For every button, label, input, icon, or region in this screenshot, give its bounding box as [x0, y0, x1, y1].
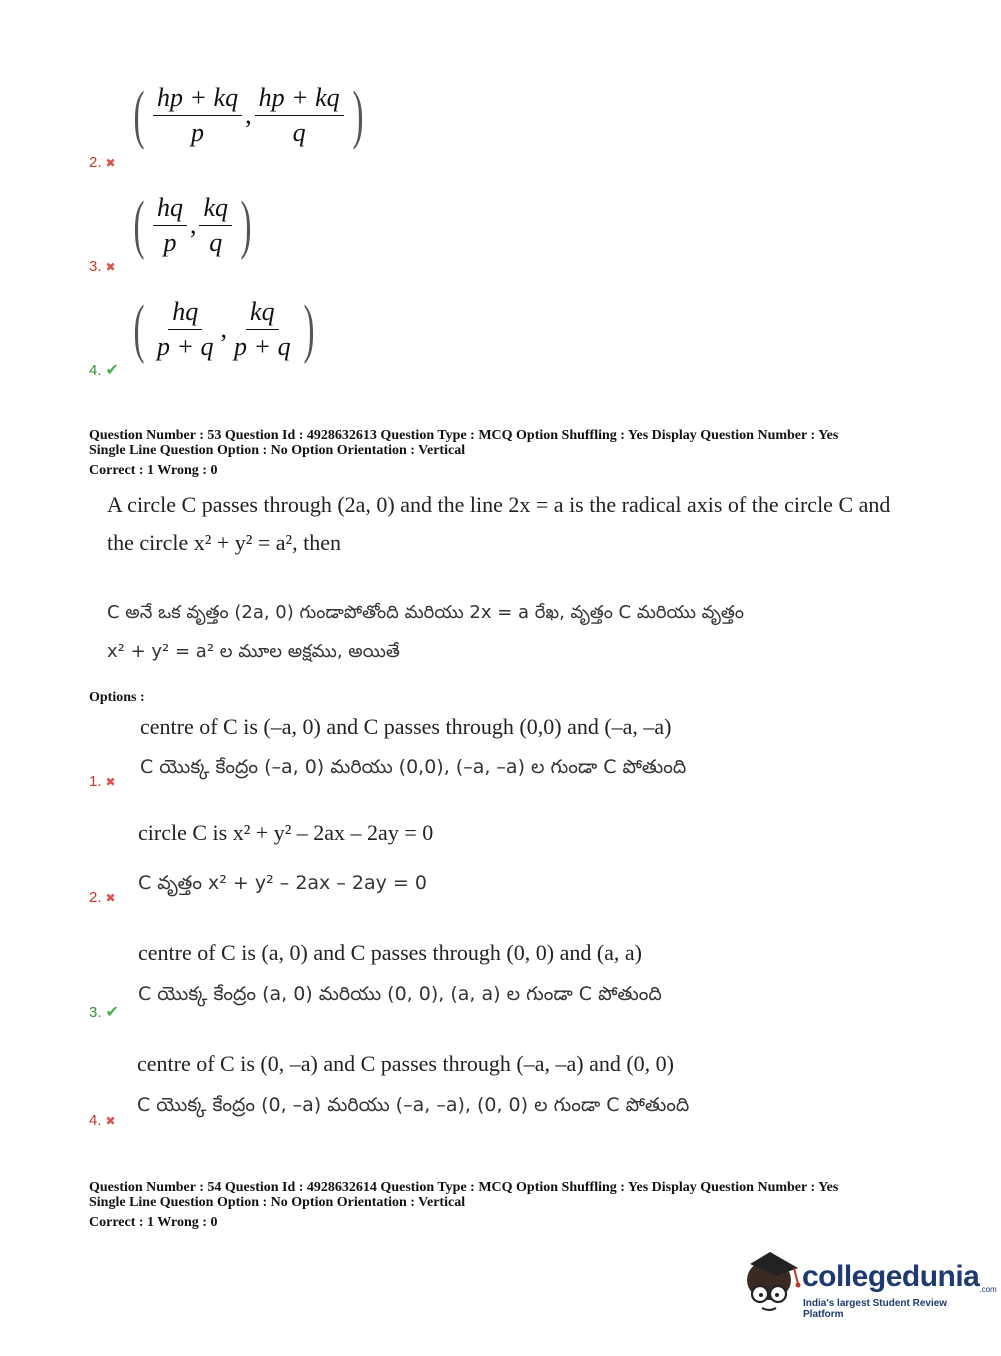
- wrong-icon: ✖: [105, 1114, 116, 1128]
- correct-icon: ✔: [105, 1004, 119, 1021]
- option-number: 1.: [89, 773, 102, 790]
- option-number: 4.: [89, 362, 102, 379]
- wrong-icon: ✖: [105, 156, 116, 170]
- collegedunia-logo: collegedunia.com India's largest Student Review Platform: [740, 1250, 970, 1320]
- question-text-en: A circle C passes through (2a, 0) and the line 2x = a is the radical axis of the circle C and the circle x² + y² = a², then: [107, 492, 891, 555]
- wrong-icon: ✖: [105, 891, 116, 905]
- wrong-icon: ✖: [105, 260, 116, 274]
- question-text-te: C అనే ఒక వృత్తం (2a, 0) గుండాపోతోంది మరియు 2x = a రేఖ, వృత్తం C మరియు వృత్తం x² + y² = a² ల మూల అక్షము, అయితే: [107, 602, 744, 662]
- wrong-icon: ✖: [105, 775, 116, 789]
- option-number: 2.: [89, 154, 102, 171]
- question-meta: Question Number : 53 Question Id : 4928632613 Question Type : MCQ Option Shuffling : Yes Display Question Number : Yes Single Line Question Option : No Option Orientation : Vertical Correct : 1 Wrong : 0: [89, 428, 839, 478]
- options-label: Options :: [89, 690, 145, 705]
- question-meta: Question Number : 54 Question Id : 4928632614 Question Type : MCQ Option Shuffling : Yes Display Question Number : Yes Single Line Question Option : No Option Orientation : Vertical Correct : 1 Wrong : 0: [89, 1180, 839, 1230]
- mascot-icon: [740, 1250, 802, 1318]
- option-number: 4.: [89, 1112, 102, 1129]
- logo-wordmark: collegedunia: [802, 1260, 980, 1293]
- option-number: 3.: [89, 1004, 102, 1021]
- option-number: 2.: [89, 889, 102, 906]
- option-number: 3.: [89, 258, 102, 275]
- logo-tagline: India's largest Student Review Platform: [803, 1298, 948, 1320]
- correct-icon: ✔: [105, 362, 119, 379]
